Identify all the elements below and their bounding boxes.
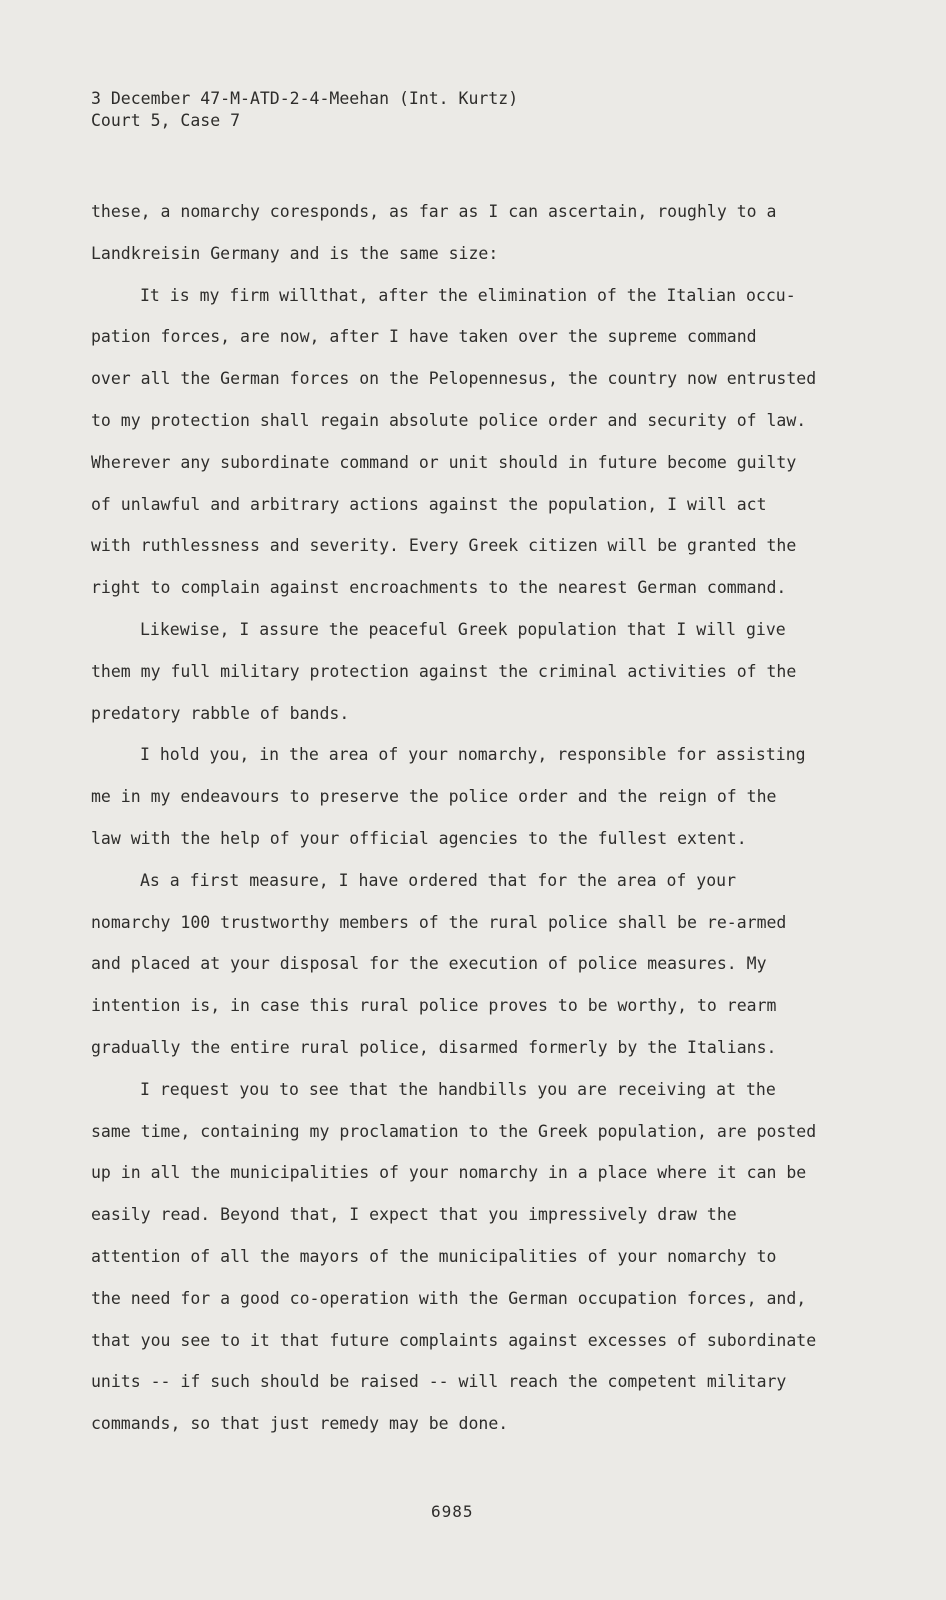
body-line: Landkreisin Germany and is the same size: bbox=[91, 243, 499, 263]
body-line: It is my firm willthat, after the elimination of the Italian occu- bbox=[140, 285, 796, 305]
body-line: I request you to see that the handbills you are receiving at the bbox=[140, 1079, 776, 1099]
body-line: with ruthlessness and severity. Every Greek citizen will be granted the bbox=[91, 536, 797, 556]
body-line: over all the German forces on the Pelopennesus, the country now entrusted bbox=[91, 369, 817, 389]
body-line: intention is, in case this rural police proves to be worthy, to rearm bbox=[91, 996, 777, 1016]
body-line: same time, containing my proclamation to the Greek population, are posted bbox=[91, 1121, 817, 1141]
body-line: nomarchy 100 trustworthy members of the rural police shall be re-armed bbox=[91, 912, 787, 932]
body-line: As a first measure, I have ordered that for the area of your bbox=[140, 870, 737, 890]
body-line: Wherever any subordinate command or unit should in future become guilty bbox=[91, 452, 797, 472]
page-number: 6985 bbox=[431, 1502, 474, 1521]
body-line: attention of all the mayors of the municipalities of your nomarchy to bbox=[91, 1246, 777, 1266]
body-line: commands, so that just remedy may be done. bbox=[91, 1414, 509, 1434]
header-line-date-reference: 3 December 47-M-ATD-2-4-Meehan (Int. Kurtz) bbox=[91, 89, 519, 108]
body-line: I hold you, in the area of your nomarchy, responsible for assisting bbox=[140, 745, 806, 765]
body-line: me in my endeavours to preserve the police order and the reign of the bbox=[91, 787, 777, 807]
body-line: predatory rabble of bands. bbox=[91, 703, 350, 723]
header-line-court-case: Court 5, Case 7 bbox=[91, 111, 241, 130]
body-line: easily read. Beyond that, I expect that you impressively draw the bbox=[91, 1205, 737, 1225]
document-body bbox=[91, 191, 851, 1445]
body-line: them my full military protection against the criminal activities of the bbox=[91, 661, 797, 681]
body-line: Likewise, I assure the peaceful Greek population that I will give bbox=[140, 619, 786, 639]
body-line: that you see to it that future complaints against excesses of subordinate bbox=[91, 1330, 817, 1350]
body-line: law with the help of your official agencies to the fullest extent. bbox=[91, 828, 747, 848]
body-line: pation forces, are now, after I have taken over the supreme command bbox=[91, 327, 757, 347]
body-line: up in all the municipalities of your nomarchy in a place where it can be bbox=[91, 1163, 807, 1183]
body-line: to my protection shall regain absolute police order and security of law. bbox=[91, 410, 807, 430]
body-line: the need for a good co-operation with the German occupation forces, and, bbox=[91, 1288, 807, 1308]
body-line: these, a nomarchy coresponds, as far as I can ascertain, roughly to a bbox=[91, 202, 777, 221]
body-line: of unlawful and arbitrary actions against the population, I will act bbox=[91, 494, 767, 514]
document-header bbox=[91, 88, 518, 132]
body-line: units -- if such should be raised -- will reach the competent military bbox=[91, 1372, 787, 1392]
body-line: and placed at your disposal for the execution of police measures. My bbox=[91, 954, 767, 974]
body-line: right to complain against encroachments to the nearest German command. bbox=[91, 578, 787, 598]
body-line: gradually the entire rural police, disarmed formerly by the Italians. bbox=[91, 1037, 777, 1057]
